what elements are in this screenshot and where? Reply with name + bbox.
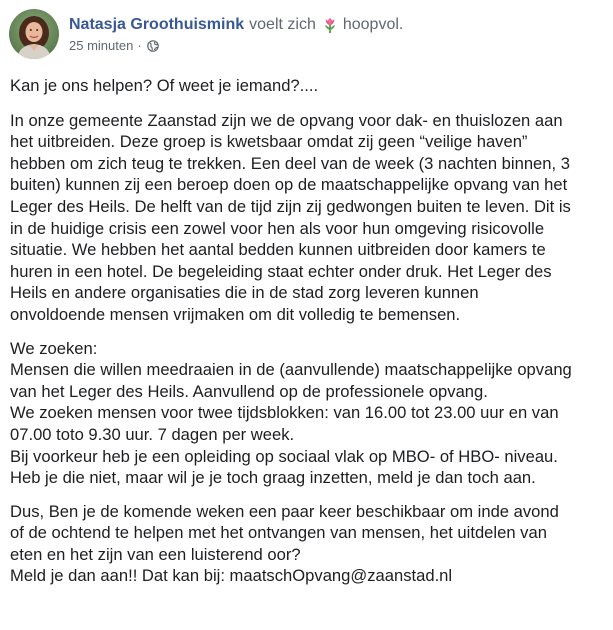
avatar[interactable] (9, 9, 59, 59)
contact-prefix: Meld je dan aan!! Dat kan bij: (10, 566, 230, 586)
separator-dot: · (137, 38, 142, 53)
post-header (9, 9, 403, 61)
post-timestamp[interactable]: 25 minuten (69, 38, 134, 53)
post-meta (69, 9, 403, 54)
post-subline (69, 38, 403, 54)
post-content (10, 75, 610, 587)
author-name[interactable]: Natasja Groothuismink (69, 16, 245, 33)
post-paragraph-intro: Kan je ons helpen? Of weet je iemand?.... (10, 76, 319, 95)
feeling-prefix: voelt zich (249, 16, 316, 33)
post-paragraph-search: We zoeken: Mensen die willen meedraaien in de (aanvullende) maatschappelijke opvang van het Leger des Heils. Aanvullend op de professionele opvang. We zoeken mensen voor twee tijdsblokken: van 16.00 tot 23.00 uur en van 07.00 toto 9.30 uur. 7 dagen per week. Bij voorkeur heb je een opleiding op sociaal vlak op MBO- of HBO- niveau. Heb je die niet, maar wil je je toch graag inzetten, meld je dan toch aan. (10, 338, 572, 488)
globe-icon[interactable] (147, 40, 159, 52)
tulip-icon (321, 16, 339, 34)
post-paragraph-body: In onze gemeente Zaanstad zijn we de opvang voor dak- en thuislozen aan het uitbreiden. Deze groep is kwetsbaar omdat zij geen “veilige haven” hebben om zich teug te trekken. Een deel van de week (3 nachten binnen, 3 buiten) kunnen zij een beroep doen op de maatschappelijke opvang van het Leger des Heils. De helft van de tijd zijn zij gedwongen buiten te leven. Dit is in de huidige crisis een zowel voor hen als voor hun omgeving risicovolle situatie. We hebben het aantal bedden kunnen uitbreiden door kamers te huren in een hotel. De begeleiding staat echter onder druk. Het Leger des Heils en andere organisaties die in de stad zorg leveren kunnen onvoldoende mensen vrijmaken om dit volledig te bemensen. (10, 110, 571, 324)
feeling-text: hoopvol. (342, 16, 404, 33)
post-paragraph-contact (10, 565, 610, 587)
contact-email[interactable]: maatschOpvang@zaanstad.nl (229, 566, 453, 586)
author-line (69, 15, 403, 35)
post-paragraph-closing: Dus, Ben je de komende weken een paar keer beschikbaar om inde avond of de ochtend te helpen met het ontvangen van mensen, het uitdelen van eten en het zijn van een luisterend oor? (10, 501, 559, 564)
